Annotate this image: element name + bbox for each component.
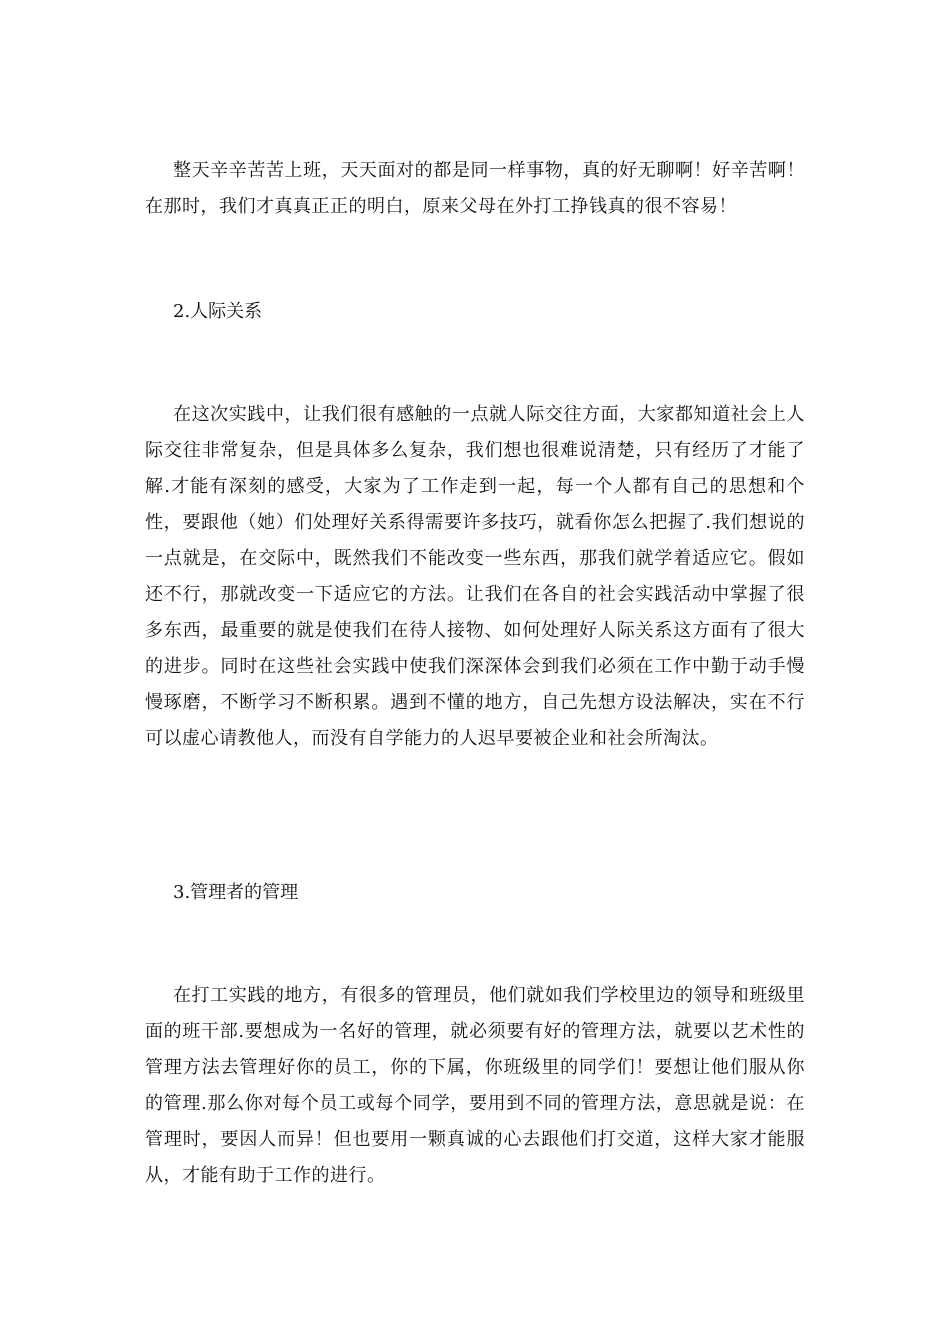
heading-management: 3.管理者的管理 (173, 882, 299, 903)
paragraph-management: 在打工实践的地方，有很多的管理员，他们就如我们学校里边的领导和班级里面的班干部.要想成为一名好的管理，就必须要有好的管理方法，就要以艺术性的管理方法去管理好你的员工，你的下属，你班级里的同学们！要想让他们服从你的管理.那么你对每个员工或每个同学，要用到不同的管理方法，意思就是说：在管理时，要因人而异！但也要用一颗真诚的心去跟他们打交道，这样大家才能服从，才能有助于工作的进行。 (145, 985, 805, 1186)
heading-interpersonal-relations: 2.人际关系 (173, 301, 263, 322)
paragraph-interpersonal-relations: 在这次实践中，让我们很有感触的一点就人际交往方面，大家都知道社会上人际交往非常复杂，但是具体多么复杂，我们想也很难说清楚，只有经历了才能了解.才能有深刻的感受，大家为了工作走到一起，每一个人都有自己的思想和个性，要跟他（她）们处理好关系得需要许多技巧，就看你怎么把握了.我们想说的一点就是，在交际中，既然我们不能改变一些东西，那我们就学着适应它。假如还不行，那就改变一下适应它的方法。让我们在各自的社会实践活动中掌握了很多东西，最重要的就是使我们在待人接物、如何处理好人际关系这方面有了很大的进步。同时在这些社会实践中使我们深深体会到我们必须在工作中勤于动手慢慢琢磨，不断学习不断积累。遇到不懂的地方，自己先想方设法解决，实在不行可以虚心请教他人，而没有自学能力的人迟早要被企业和社会所淘汰。 (145, 404, 805, 749)
paragraph-work-hardship: 整天辛辛苦苦上班，天天面对的都是同一样事物，真的好无聊啊！好辛苦啊！在那时，我们才真真正正的明白，原来父母在外打工挣钱真的很不容易！ (145, 160, 805, 217)
